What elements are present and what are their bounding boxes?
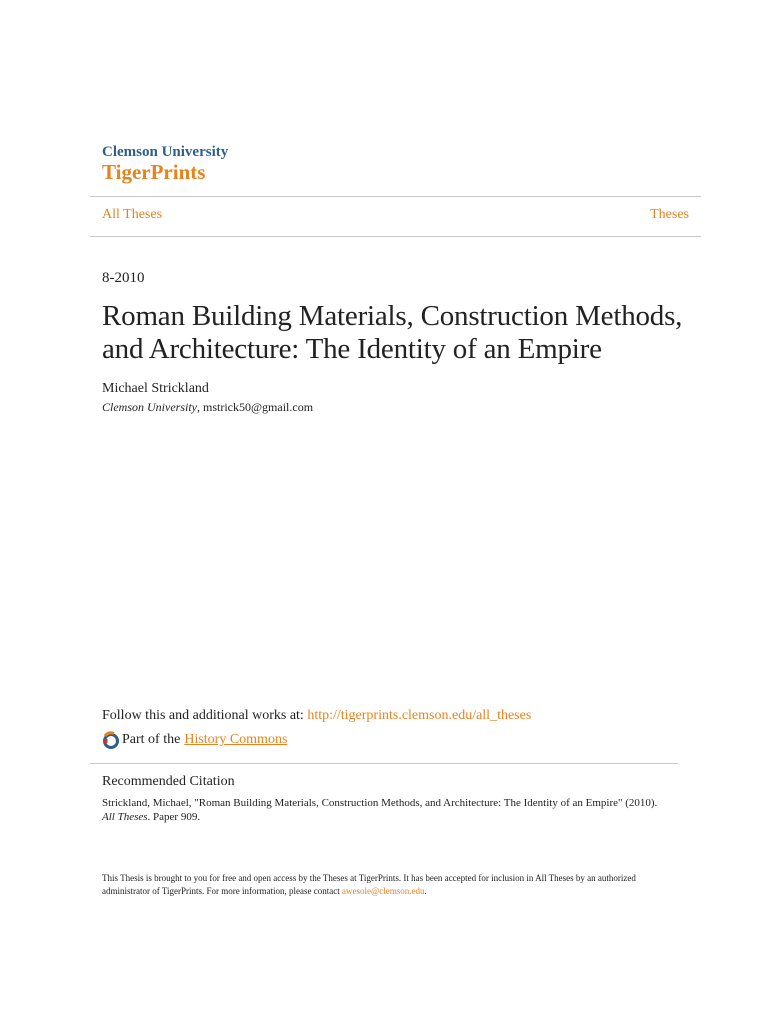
follow-label: Follow this and additional works at: <box>102 708 308 723</box>
theses-link[interactable]: Theses <box>650 207 689 222</box>
part-of-line <box>102 731 287 749</box>
author-name: Michael Strickland <box>102 381 209 396</box>
affiliation-institution: Clemson University <box>102 400 197 414</box>
access-notice <box>102 872 682 898</box>
contact-email-link[interactable]: awesole@clemson.edu <box>341 886 425 896</box>
citation-suffix: . Paper 909. <box>147 811 201 823</box>
author-email: , mstrick50@gmail.com <box>197 400 314 414</box>
part-of-label: Part of the <box>122 732 181 747</box>
follow-line <box>102 708 531 724</box>
citation-journal: All Theses <box>102 811 148 823</box>
publication-date: 8-2010 <box>102 270 145 286</box>
notice-text: This Thesis is brought to you for free and open access by the Theses at TigerPrints. It has been accepted for inclusion in All Theses by an authorized administrator of TigerPrints. For more information, please contact <box>102 873 636 896</box>
citation-divider <box>90 763 678 764</box>
history-commons-link[interactable]: History Commons <box>184 732 288 747</box>
top-divider <box>90 196 701 197</box>
commons-icon <box>102 731 120 749</box>
all-theses-link[interactable]: All Theses <box>102 207 163 222</box>
collection-url-link[interactable]: http://tigerprints.clemson.edu/all_theses <box>307 708 532 723</box>
organization-name: Clemson University <box>102 144 229 160</box>
citation-main: Strickland, Michael, "Roman Building Materials, Construction Methods, and Architecture: The Identity of an Empire" (2010). <box>102 797 658 809</box>
author-affiliation <box>102 400 313 415</box>
repository-logo-text[interactable]: TigerPrints <box>102 160 206 184</box>
citation-text <box>102 796 662 824</box>
paper-title: Roman Building Materials, Construction Methods, and Architecture: The Identity of an Empire <box>102 300 683 365</box>
nav-divider <box>90 236 701 237</box>
notice-end: . <box>424 886 427 896</box>
citation-heading: Recommended Citation <box>102 774 235 789</box>
